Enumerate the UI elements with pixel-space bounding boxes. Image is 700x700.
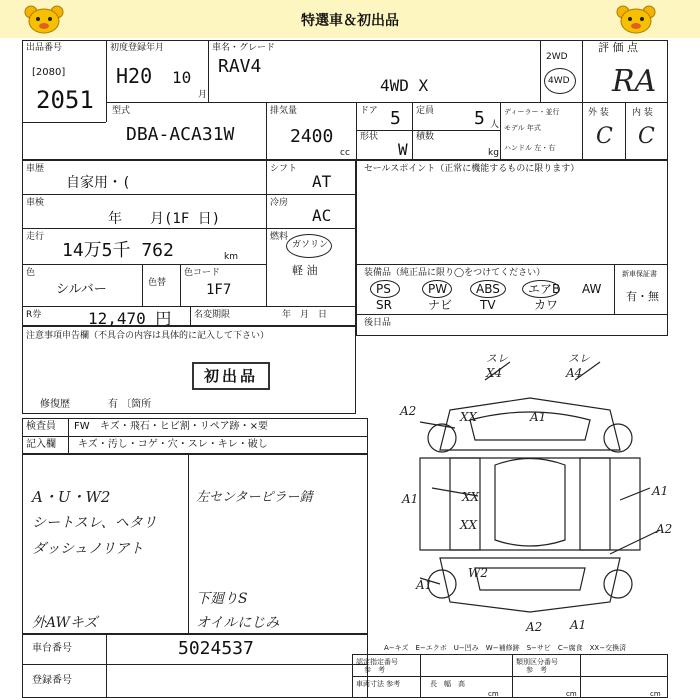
- equip-leather: カワ: [534, 298, 559, 312]
- ac-label: 冷房: [270, 198, 289, 208]
- equip-sr: SR: [376, 298, 392, 312]
- stamp-text: 初出品: [204, 367, 259, 385]
- mark-3: スレ: [568, 352, 590, 365]
- mark-16: A1: [570, 618, 587, 632]
- color-code-label: 色コード: [184, 268, 221, 278]
- note-right-1: 左センターピラー錆: [196, 490, 313, 505]
- shape-label: 形状: [360, 132, 379, 142]
- capacity-unit: 人: [490, 120, 500, 130]
- sales-point-label: セールスポイント（正常に機能するものに限ります）: [364, 164, 580, 174]
- month-unit: 月: [198, 90, 208, 100]
- equip-abs-circle: [470, 280, 506, 298]
- equip-pw-circle: [422, 280, 452, 298]
- equip-airbag: エアB: [528, 282, 561, 296]
- bear-icon: [22, 4, 66, 34]
- body-label: 車両寸法 参考: [356, 680, 401, 688]
- fill-label: 記入欄: [26, 439, 56, 450]
- mark-10: XX: [460, 518, 478, 532]
- mark-11: A1: [652, 484, 669, 498]
- ext-grade: C: [596, 124, 613, 149]
- score-value: RA: [612, 64, 657, 99]
- banner-title: 特選車＆初出品: [301, 13, 399, 29]
- int-label: 内 装: [632, 108, 653, 118]
- doors-value: 5: [390, 108, 401, 129]
- lot-label: 出品番号: [26, 43, 63, 53]
- equip-ps-circle: [370, 280, 400, 298]
- equip-abs: ABS: [476, 282, 500, 296]
- rear-seat-label: 後日品: [364, 318, 392, 328]
- equip-navi: ナビ: [428, 298, 453, 312]
- codes-row2: キズ・汚し・コゲ・穴・スレ・キレ・破し: [78, 439, 268, 450]
- lot-sub: [2080]: [32, 67, 66, 78]
- mileage-label: 走行: [26, 232, 45, 242]
- ac-value: AC: [312, 206, 332, 225]
- first-reg-year: H20: [116, 64, 153, 88]
- car-name: RAV4: [218, 56, 262, 77]
- equipment-label: 装備品（純正品に限り◯をつけてください）: [364, 268, 546, 278]
- repair-value: 有 〔箇所: [108, 399, 152, 410]
- mark-9: XX: [462, 490, 480, 504]
- color-value: シルバー: [56, 282, 107, 297]
- fuel-alt: 軽 油: [292, 264, 318, 277]
- color-change-label: 色替: [148, 278, 167, 288]
- repair-label: 修復歴: [40, 399, 70, 410]
- color-code-value: 1F7: [206, 282, 232, 298]
- capacity-label: 定員: [416, 106, 435, 116]
- title-label: 名変期限: [194, 310, 231, 320]
- ref-sub: 参 考: [526, 666, 547, 674]
- name-grade-label: 車名・グレード: [212, 43, 276, 53]
- ref-label: 類別区分番号: [516, 658, 558, 666]
- shift-value: AT: [312, 172, 332, 191]
- grade: 4WD X: [380, 76, 429, 95]
- size-label: 長 幅 高: [430, 680, 465, 688]
- inspector-value: FW: [74, 421, 90, 432]
- displacement-value: 2400: [290, 126, 334, 147]
- mileage-value: 14万5千 762: [62, 240, 174, 261]
- fuel-label: 燃料: [270, 232, 289, 242]
- load-label: 積数: [416, 132, 435, 142]
- fuel-circled: ガソリン: [292, 240, 329, 250]
- report-label: 注意事項申告欄（不具合の内容は具体的に記入して下さい）: [26, 331, 270, 341]
- note-left-3: ダッシュノリアト: [32, 541, 144, 557]
- mark-5: A2: [400, 404, 417, 418]
- note-right-3: オイルにじみ: [196, 615, 280, 631]
- mark-7: A1: [530, 410, 547, 424]
- mark-8: A1: [402, 492, 419, 506]
- mark-14: W2: [468, 566, 488, 580]
- unit-1: cm: [488, 690, 499, 698]
- warranty-value: 有・無: [626, 290, 659, 303]
- first-reg-month: 10: [172, 68, 192, 87]
- mark-13: A1: [416, 578, 433, 592]
- shift-label: シフト: [270, 164, 298, 174]
- model-value: DBA-ACA31W: [126, 124, 235, 145]
- mascot-logo-right: [614, 4, 658, 34]
- note-right-2: 下廻りS: [196, 591, 248, 607]
- warranty-label: 新車保証書: [622, 270, 657, 278]
- inspector-label: 検査員: [26, 421, 56, 432]
- chassis-label: 車台番号: [32, 643, 72, 654]
- ext-label: 外 装: [588, 108, 609, 118]
- unit-2: cm: [566, 690, 577, 698]
- capacity-value: 5: [474, 108, 485, 129]
- bear-icon: [614, 4, 658, 34]
- note-left-2: シートスレ、ヘタリ: [32, 515, 157, 531]
- cert-label: 認定指定番号: [356, 658, 398, 666]
- mark-15: A2: [526, 620, 543, 634]
- cert-sub: 参 考: [364, 666, 385, 674]
- unit-3: cm: [650, 690, 661, 698]
- equip-airbag-circle: [522, 280, 560, 298]
- mark-2: X4: [486, 366, 503, 380]
- chassis-value: 5024537: [178, 638, 254, 659]
- color-label: 色: [26, 268, 36, 278]
- mark-12: A2: [656, 522, 673, 536]
- codes-row1: キズ・飛石・ヒビ割・リペア跡・×要: [100, 421, 268, 432]
- car-damage-diagram: [380, 340, 680, 640]
- mark-4: A4: [566, 366, 583, 380]
- lot-number: 2051: [36, 86, 94, 114]
- drive-label: 2WD: [546, 52, 568, 62]
- inspection-label: 車検: [26, 198, 45, 208]
- damage-legend: A−キズ E−エクボ U−凹み W−補修跡 S−サビ C−腐食 XX−交換済: [384, 644, 627, 652]
- mark-6: XX: [460, 410, 478, 424]
- recycle-label: R券: [26, 310, 42, 320]
- inspection-value: 年 月(1F 日): [108, 211, 221, 227]
- displacement-unit: cc: [340, 148, 350, 158]
- mascot-logo-left: [22, 4, 66, 34]
- model-year-label: モデル 年式: [504, 124, 541, 132]
- drive-value: 4WD: [548, 76, 570, 86]
- model-label: 型式: [112, 106, 131, 116]
- title-value: 年 月 日: [282, 310, 328, 320]
- shape-value: W: [398, 140, 408, 159]
- displacement-label: 排気量: [270, 106, 298, 116]
- equip-tv: TV: [480, 298, 496, 312]
- dealer-label: ディーラー・並行: [504, 108, 560, 116]
- mark-1: スレ: [486, 352, 508, 365]
- sheet-frame: [22, 40, 668, 160]
- first-reg-label: 初度登録年月: [110, 43, 165, 53]
- equip-ps: PS: [376, 282, 391, 296]
- mileage-unit: km: [224, 252, 238, 262]
- load-unit: kg: [488, 148, 499, 158]
- right-block: [356, 160, 668, 336]
- score-label: 評 価 点: [598, 41, 638, 54]
- recycle-value: 12,470 円: [88, 309, 172, 328]
- int-grade: C: [638, 124, 655, 149]
- note-left-1: A・U・W2: [32, 488, 111, 506]
- handle-label: ハンドル 左・右: [504, 144, 556, 152]
- history-value: 自家用・(: [66, 175, 131, 191]
- reg-label: 登録番号: [32, 675, 72, 686]
- note-bottom-left: 外AWキズ: [32, 615, 98, 631]
- doors-label: ドア: [360, 106, 378, 116]
- history-label: 車歴: [26, 164, 45, 174]
- equip-pw: PW: [428, 282, 448, 296]
- equip-aw: AW: [582, 282, 602, 296]
